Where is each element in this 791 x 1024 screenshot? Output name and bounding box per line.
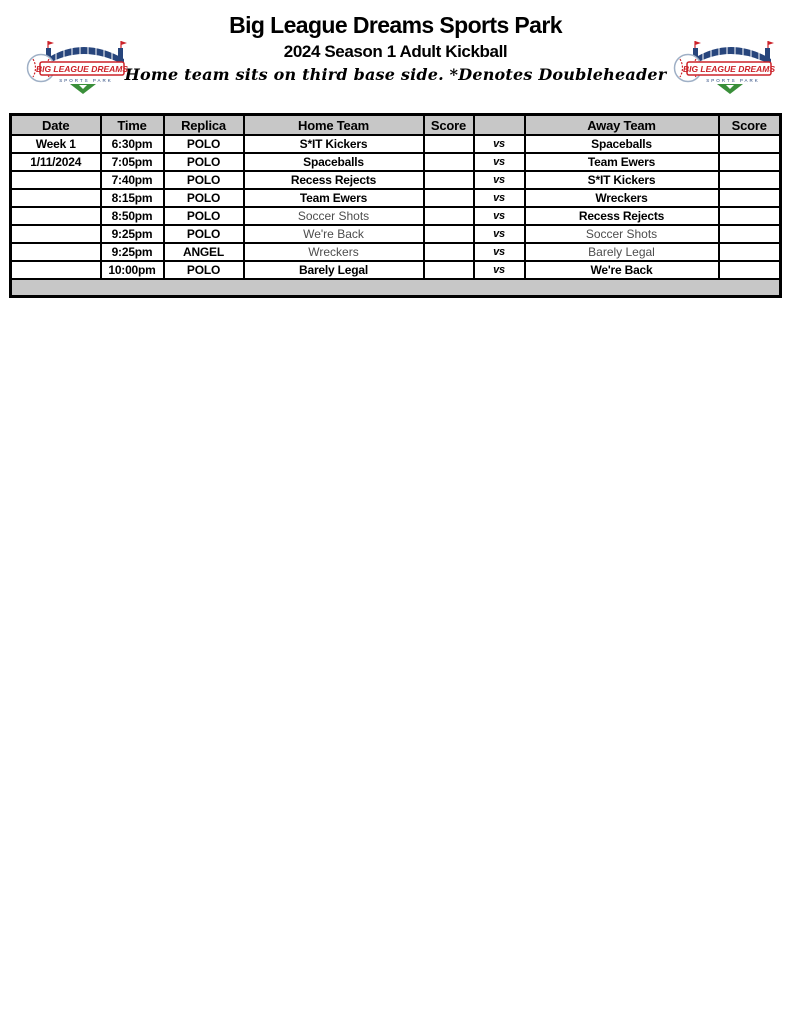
- home-score-cell: [424, 261, 474, 279]
- home-score-cell: [424, 243, 474, 261]
- logo-sub-text: SPORTS PARK: [706, 78, 760, 83]
- column-header-replica: Replica: [164, 115, 244, 136]
- away-team-cell: Barely Legal: [525, 243, 719, 261]
- replica-cell: POLO: [164, 171, 244, 189]
- vs-cell: vs: [474, 189, 525, 207]
- logo-banner-text: BIG LEAGUE DREAMS: [35, 64, 129, 74]
- table-row: [11, 135, 781, 153]
- home-team-cell: Wreckers: [244, 243, 424, 261]
- date-cell: [11, 225, 101, 243]
- away-team-cell: Team Ewers: [525, 153, 719, 171]
- home-team-cell: We're Back: [244, 225, 424, 243]
- time-cell: 6:30pm: [101, 135, 164, 153]
- schedule-body: [11, 135, 781, 297]
- field-icon: [70, 84, 96, 94]
- time-cell: 8:50pm: [101, 207, 164, 225]
- home-score-cell: [424, 135, 474, 153]
- home-score-cell: [424, 153, 474, 171]
- page-subtitle: 2024 Season 1 Adult Kickball: [283, 42, 508, 62]
- column-header-date: Date: [11, 115, 101, 136]
- schedule-table: [9, 113, 782, 298]
- away-score-cell: [719, 189, 781, 207]
- away-score-cell: [719, 135, 781, 153]
- column-header-time: Time: [101, 115, 164, 136]
- logo-banner: [36, 62, 128, 83]
- vs-cell: vs: [474, 207, 525, 225]
- page-title: Big League Dreams Sports Park: [229, 12, 562, 38]
- home-score-cell: [424, 189, 474, 207]
- replica-cell: POLO: [164, 189, 244, 207]
- time-cell: 8:15pm: [101, 189, 164, 207]
- time-cell: 9:25pm: [101, 225, 164, 243]
- home-team-cell: S*IT Kickers: [244, 135, 424, 153]
- replica-cell: POLO: [164, 225, 244, 243]
- vs-cell: vs: [474, 171, 525, 189]
- logo-sub-text: SPORTS PARK: [59, 78, 113, 83]
- date-cell: [11, 243, 101, 261]
- table-row: [11, 189, 781, 207]
- vs-cell: vs: [474, 153, 525, 171]
- replica-cell: ANGEL: [164, 243, 244, 261]
- column-header-away-team: Away Team: [525, 115, 719, 136]
- date-cell: [11, 171, 101, 189]
- home-score-cell: [424, 225, 474, 243]
- date-cell: [11, 189, 101, 207]
- date-cell: Week 1: [11, 135, 101, 153]
- away-score-cell: [719, 207, 781, 225]
- home-team-cell: Spaceballs: [244, 153, 424, 171]
- replica-cell: POLO: [164, 261, 244, 279]
- date-cell: [11, 207, 101, 225]
- table-footer-row: [11, 279, 781, 297]
- column-header-home-team: Home Team: [244, 115, 424, 136]
- time-cell: 7:40pm: [101, 171, 164, 189]
- away-score-cell: [719, 153, 781, 171]
- schedule-header: [11, 115, 781, 136]
- home-team-cell: Soccer Shots: [244, 207, 424, 225]
- home-score-cell: [424, 207, 474, 225]
- date-cell: 1/11/2024: [11, 153, 101, 171]
- time-cell: 7:05pm: [101, 153, 164, 171]
- page-tagline: Home team sits on third base side. *Denotes Doubleheader: [124, 65, 667, 85]
- replica-cell: POLO: [164, 135, 244, 153]
- field-icon: [717, 84, 743, 94]
- home-team-cell: Barely Legal: [244, 261, 424, 279]
- away-score-cell: [719, 243, 781, 261]
- away-team-cell: We're Back: [525, 261, 719, 279]
- logo-banner: [683, 62, 775, 83]
- date-cell: [11, 261, 101, 279]
- column-header-home-score: Score: [424, 115, 474, 136]
- document-header: [0, 0, 791, 101]
- column-header-vs: [474, 115, 525, 136]
- table-row: [11, 243, 781, 261]
- away-team-cell: Wreckers: [525, 189, 719, 207]
- away-score-cell: [719, 261, 781, 279]
- time-cell: 9:25pm: [101, 243, 164, 261]
- away-team-cell: Spaceballs: [525, 135, 719, 153]
- vs-cell: vs: [474, 135, 525, 153]
- footer-spacer-cell: [11, 279, 781, 297]
- away-team-cell: Soccer Shots: [525, 225, 719, 243]
- vs-cell: vs: [474, 261, 525, 279]
- vs-cell: vs: [474, 225, 525, 243]
- big-league-dreams-logo-left: [26, 26, 130, 98]
- table-row: [11, 261, 781, 279]
- column-header-away-score: Score: [719, 115, 781, 136]
- home-team-cell: Recess Rejects: [244, 171, 424, 189]
- away-team-cell: S*IT Kickers: [525, 171, 719, 189]
- table-row: [11, 171, 781, 189]
- logo-banner-text: BIG LEAGUE DREAMS: [682, 64, 776, 74]
- replica-cell: POLO: [164, 153, 244, 171]
- table-row: [11, 225, 781, 243]
- table-row: [11, 153, 781, 171]
- away-team-cell: Recess Rejects: [525, 207, 719, 225]
- away-score-cell: [719, 225, 781, 243]
- replica-cell: POLO: [164, 207, 244, 225]
- header-row: [11, 115, 781, 136]
- home-team-cell: Team Ewers: [244, 189, 424, 207]
- home-score-cell: [424, 171, 474, 189]
- big-league-dreams-logo-right: [673, 26, 777, 98]
- away-score-cell: [719, 171, 781, 189]
- table-row: [11, 207, 781, 225]
- time-cell: 10:00pm: [101, 261, 164, 279]
- vs-cell: vs: [474, 243, 525, 261]
